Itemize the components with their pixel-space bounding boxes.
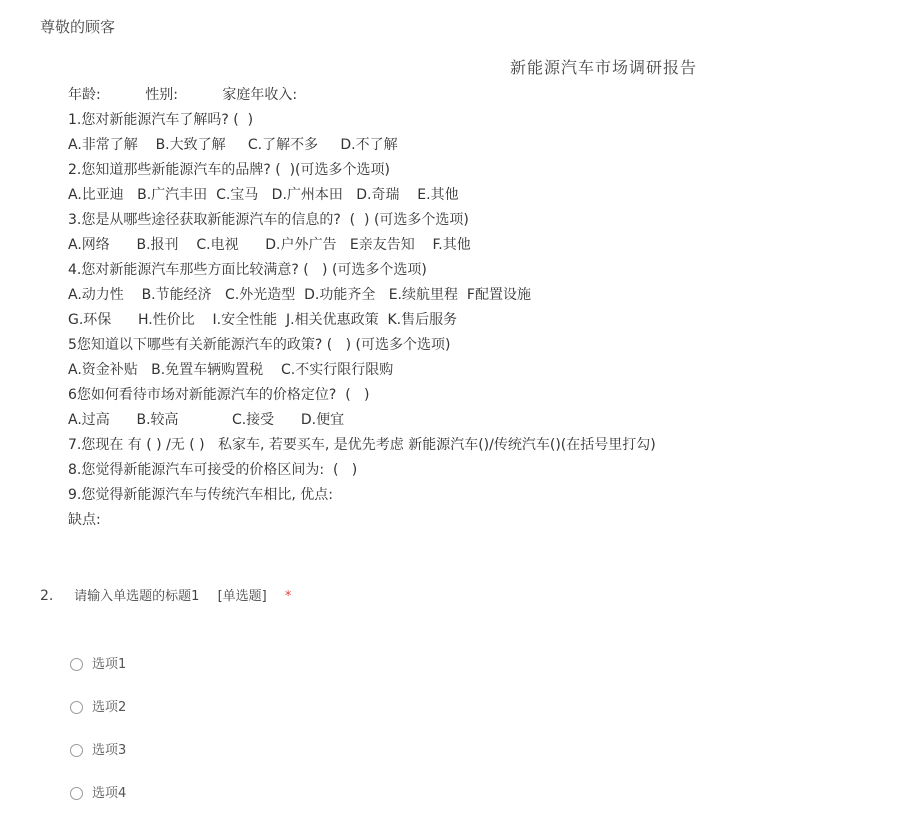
survey-line: 年龄: 性别: 家庭年收入: xyxy=(68,87,298,103)
question-number: 2. xyxy=(40,588,54,604)
survey-line: 6您如何看待市场对新能源汽车的价格定位? ( ) xyxy=(68,387,370,403)
survey-line: 2.您知道那些新能源汽车的品牌? ( )(可选多个选项) xyxy=(68,162,390,178)
survey-line: 9.您觉得新能源汽车与传统汽车相比, 优点: xyxy=(68,487,333,503)
option-label: 选项1 xyxy=(92,657,127,672)
radio-option-4[interactable] xyxy=(70,784,126,827)
survey-line: G.环保 H.性价比 I.安全性能 J.相关优惠政策 K.售后服务 xyxy=(68,312,458,328)
radio-circle-icon[interactable] xyxy=(70,787,83,800)
survey-line: 7.您现在 有 ( ) /无 ( ) 私家车, 若要买车, 是优先考虑 新能源汽车()/传统汽车()(在括号里打勾) xyxy=(68,437,656,453)
survey-line: 8.您觉得新能源汽车可接受的价格区间为: ( ) xyxy=(68,462,358,478)
survey-line: 5您知道以下哪些有关新能源汽车的政策? ( ) (可选多个选项) xyxy=(68,337,451,353)
survey-description xyxy=(68,83,888,533)
question-header xyxy=(40,586,291,606)
survey-line: A.过高 B.较高 C.接受 D.便宜 xyxy=(68,412,345,428)
option-label: 选项2 xyxy=(92,700,127,715)
radio-circle-icon[interactable] xyxy=(70,744,83,757)
option-label: 选项4 xyxy=(92,786,127,801)
survey-line: A.动力性 B.节能经济 C.外光造型 D.功能齐全 E.续航里程 F配置设施 xyxy=(68,287,531,303)
survey-line: 缺点: xyxy=(68,512,101,528)
radio-circle-icon[interactable] xyxy=(70,658,83,671)
survey-line: A.网络 B.报刊 C.电视 D.户外广告 E亲友告知 F.其他 xyxy=(68,237,471,253)
survey-line: A.非常了解 B.大致了解 C.了解不多 D.不了解 xyxy=(68,137,398,153)
survey-line: A.比亚迪 B.广汽丰田 C.宝马 D.广州本田 D.奇瑞 E.其他 xyxy=(68,187,459,203)
survey-line: A.资金补贴 B.免置车辆购置税 C.不实行限行限购 xyxy=(68,362,394,378)
survey-line: 3.您是从哪些途径获取新能源汽车的信息的? ( ) (可选多个选项) xyxy=(68,212,469,228)
radio-circle-icon[interactable] xyxy=(70,701,83,714)
radio-options-group xyxy=(70,655,126,827)
question-title: 请输入单选题的标题1 xyxy=(74,589,200,604)
radio-option-3[interactable] xyxy=(70,741,126,784)
report-title: 新能源汽车市场调研报告 xyxy=(510,58,698,77)
required-asterisk: * xyxy=(284,589,292,604)
survey-line: 4.您对新能源汽车那些方面比较满意? ( ) (可选多个选项) xyxy=(68,262,427,278)
greeting-text: 尊敬的顾客 xyxy=(40,18,116,36)
radio-option-1[interactable] xyxy=(70,655,126,698)
option-label: 选项3 xyxy=(92,743,127,758)
question-type-label: [单选题] xyxy=(217,589,267,604)
radio-option-2[interactable] xyxy=(70,698,126,741)
survey-line: 1.您对新能源汽车了解吗? ( ) xyxy=(68,112,254,128)
